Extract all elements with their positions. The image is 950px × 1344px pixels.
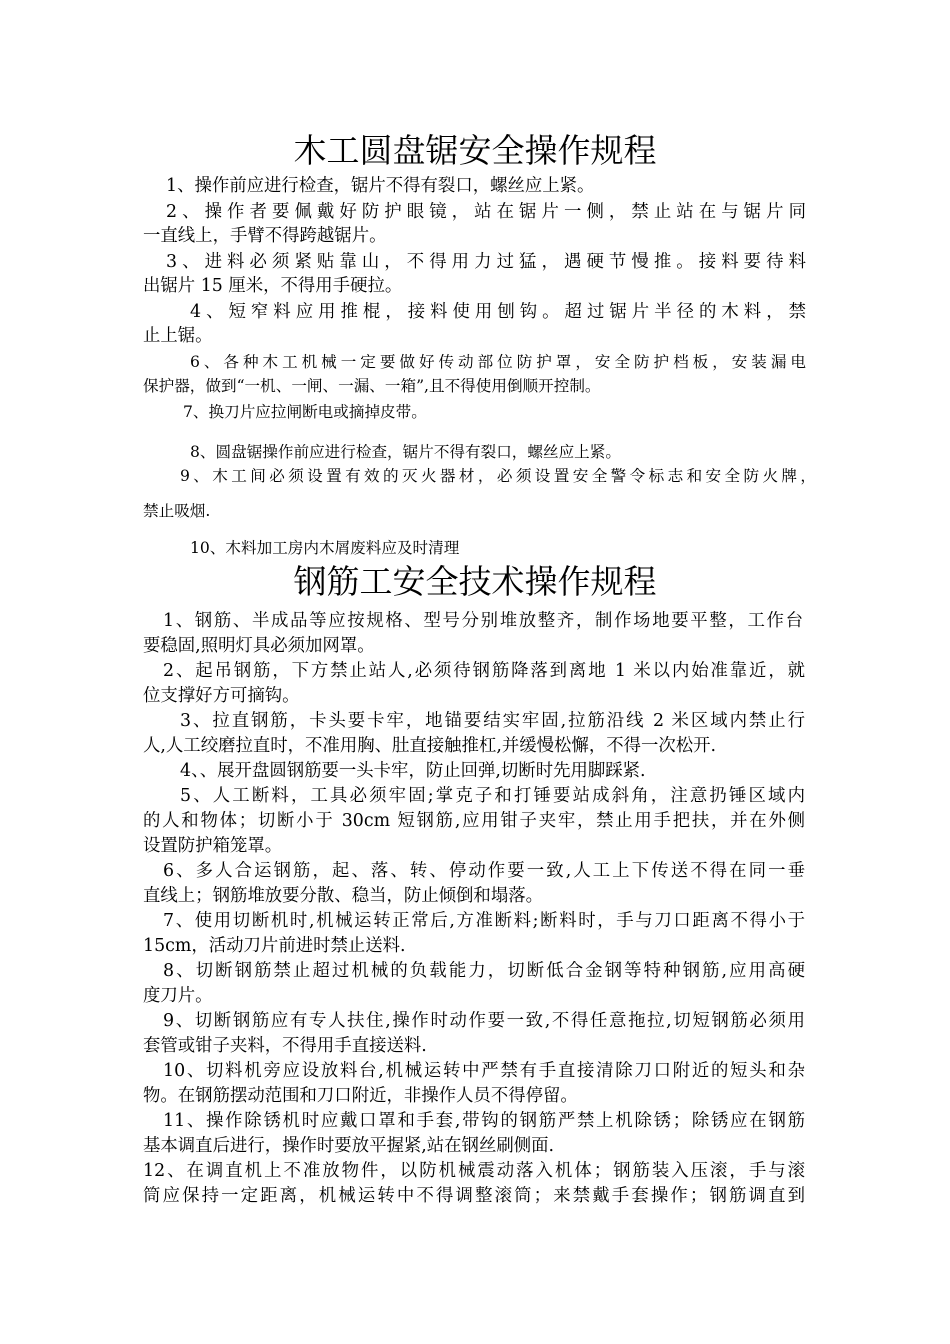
- rebar-rule-line: 8、切断钢筋禁止超过机械的负载能力，切断低合金钢等特种钢筋,应用高硬: [163, 961, 805, 981]
- rebar-rule-line: 7、使用切断机时,机械运转正常后,方准断料;断料时，手与刀口距离不得小于: [163, 911, 805, 931]
- saw-rule-line: 7、换刀片应拉闸断电或摘掉皮带。: [183, 403, 427, 421]
- saw-rule-line: 出锯片 15 厘米，不得用手硬拉。: [143, 276, 403, 296]
- rebar-rule-line: 要稳固,照明灯具必须加网罩。: [143, 636, 375, 656]
- saw-rule-line: 9、木工间必须设置有效的灭火器材，必须设置安全警令标志和安全防火牌，: [180, 467, 816, 485]
- rebar-rule-line: 设置防护箱笼罩。: [143, 836, 283, 856]
- saw-rule-line: 6、各种木工机械一定要做好传动部位防护罩，安全防护档板，安装漏电: [190, 353, 806, 371]
- rebar-rule-line: 12、在调直机上不准放物件，以防机械震动落入机体；钢筋装入压滚，手与滚: [143, 1161, 805, 1181]
- rebar-rule-line: 基本调直后进行，操作时要放平握紧,站在钢丝刷侧面.: [143, 1136, 555, 1156]
- saw-rule-line: 2、操作者要佩戴好防护眼镜，站在锯片一侧，禁止站在与锯片同: [166, 202, 806, 222]
- rebar-rule-line: 11、操作除锈机时应戴口罩和手套,带钩的钢筋严禁上机除锈；除锈应在钢筋: [163, 1111, 805, 1131]
- saw-rule-line: 10、木料加工房内木屑废料应及时清理: [190, 539, 460, 557]
- rebar-rule-line: 位支撑好方可摘钩。: [143, 686, 300, 706]
- rebar-rule-line: 套管或钳子夹料，不得用手直接送料.: [143, 1036, 427, 1056]
- rebar-rule-line: 度刀片。: [143, 986, 213, 1006]
- saw-rule-line: 8、圆盘锯操作前应进行检查，锯片不得有裂口，螺丝应上紧。: [190, 443, 621, 461]
- rebar-rule-line: 10、切料机旁应设放料台,机械运转中严禁有手直接清除刀口附近的短头和杂: [163, 1061, 805, 1081]
- rebar-rule-line: 的人和物体；切断小于 30cm 短钢筋,应用钳子夹牢，禁止用手把扶，并在外侧: [143, 811, 805, 831]
- section-title-rebar-work: 钢筋工安全技术操作规程: [293, 562, 657, 601]
- rebar-rule-line: 直线上；钢筋堆放要分散、稳当，防止倾倒和塌落。: [143, 886, 543, 906]
- rebar-rule-line: 5、人工断料，工具必须牢固;掌克子和打锤要站成斜角，注意扔锤区域内: [180, 786, 805, 806]
- rebar-rule-line: 4、、展开盘圆钢筋要一头卡牢，防止回弹,切断时先用脚踩紧.: [180, 761, 646, 781]
- rebar-rule-line: 1、钢筋、半成品等应按规格、型号分别堆放整齐，制作场地要平整，工作台: [163, 611, 803, 631]
- saw-rule-line: 禁止吸烟.: [143, 502, 211, 520]
- section-title-circular-saw: 木工圆盘锯安全操作规程: [293, 131, 657, 170]
- rebar-rule-line: 3、拉直钢筋，卡头要卡牢，地锚要结实牢固,拉筋沿线 2 米区域内禁止行: [180, 711, 805, 731]
- rebar-rule-line: 15cm，活动刀片前进时禁止送料.: [143, 936, 406, 956]
- saw-rule-line: 3、进料必须紧贴靠山，不得用力过猛，遇硬节慢推。接料要待料: [166, 252, 806, 272]
- rebar-rule-line: 人,人工绞磨拉直时，不准用胸、肚直接触推杠,并缓慢松懈，不得一次松开.: [143, 736, 717, 756]
- rebar-rule-line: 2、起吊钢筋，下方禁止站人,必须待钢筋降落到离地 1 米以内始准靠近，就: [163, 661, 805, 681]
- rebar-rule-line: 6、多人合运钢筋，起、落、转、停动作要一致,人工上下传送不得在同一垂: [163, 861, 805, 881]
- saw-rule-line: 保护器，做到“一机、一闸、一漏、一箱”,且不得使用倒顺开控制。: [143, 377, 601, 395]
- rebar-rule-line: 9、切断钢筋应有专人扶住,操作时动作要一致,不得任意拖拉,切短钢筋必须用: [163, 1011, 805, 1031]
- saw-rule-line: 止上锯。: [143, 326, 213, 346]
- saw-rule-line: 4、短窄料应用推棍，接料使用刨钩。超过锯片半径的木料，禁: [190, 302, 806, 322]
- saw-rule-line: 1、操作前应进行检查，锯片不得有裂口，螺丝应上紧。: [166, 176, 595, 196]
- rebar-rule-line: 物。在钢筋摆动范围和刀口附近，非操作人员不得停留。: [143, 1086, 578, 1106]
- saw-rule-line: 一直线上，手臂不得跨越锯片。: [143, 226, 387, 246]
- rebar-rule-line: 筒应保持一定距离，机械运转中不得调整滚筒；来禁戴手套操作；钢筋调直到: [143, 1186, 805, 1206]
